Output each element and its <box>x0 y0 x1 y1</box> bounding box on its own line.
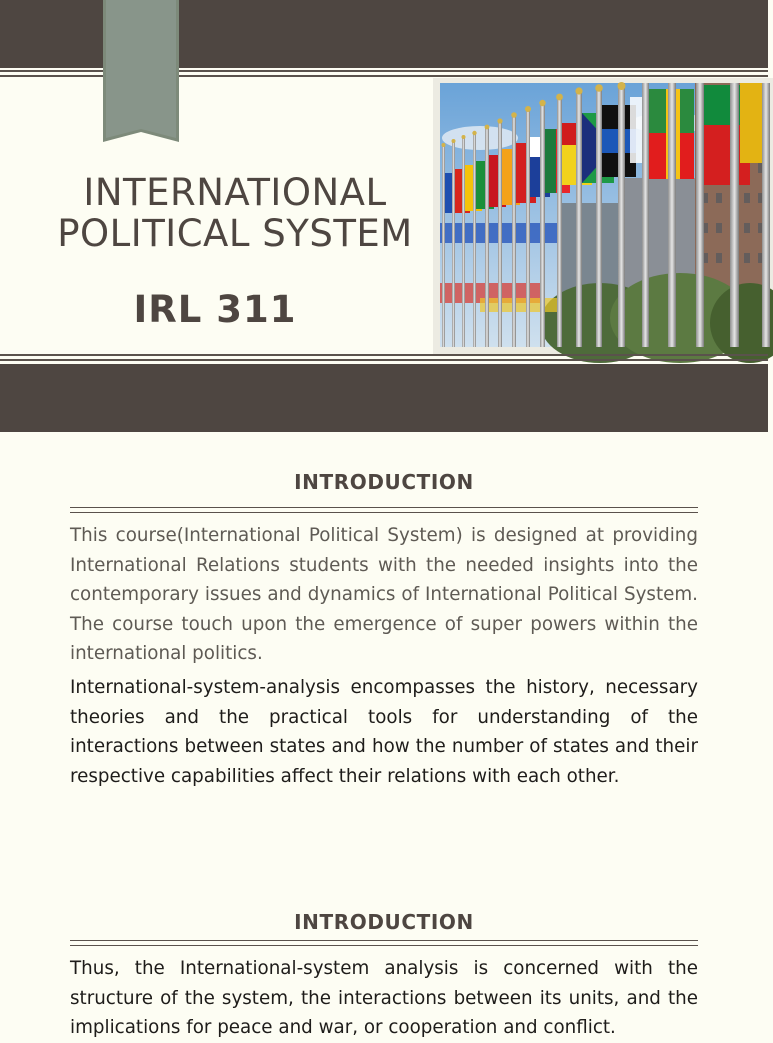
heading-rule <box>70 940 698 946</box>
introduction-slide-2 <box>0 872 768 1039</box>
intro-paragraph-2: International-system-analysis encompasses the history, necessary theories and the practical tools for understanding of the interactions between states and how the number of states and their respective capabilities affect their relations with each other. <box>70 677 698 787</box>
presentation-title <box>40 172 430 254</box>
intro-paragraph-1: This course(International Political System) is designed at providing International Relations students with the needed insights into the contemporary issues and dynamics of International Political System. The course touch upon the emergence of super powers within the international politics. <box>70 525 698 665</box>
flags-photo <box>440 83 770 347</box>
title-line-2: POLITICAL SYSTEM <box>57 212 413 255</box>
bottom-rule-2 <box>0 359 768 361</box>
title-slide <box>0 0 768 432</box>
section-heading: INTRODUCTION <box>294 910 474 934</box>
course-code: IRL 311 <box>133 288 297 331</box>
introduction-slide-1 <box>0 432 768 872</box>
section-heading: INTRODUCTION <box>294 470 474 494</box>
heading-rule <box>70 507 698 513</box>
intro-paragraph-3: Thus, the International-system analysis is concerned with the structure of the system, the interactions between its units, and the implications for peace and war, or cooperation and conflict. <box>70 958 698 1039</box>
bookmark-ribbon-icon <box>103 0 179 142</box>
bottom-band <box>0 364 768 432</box>
title-line-1: INTERNATIONAL <box>83 171 387 214</box>
bottom-rule-1 <box>0 354 768 356</box>
